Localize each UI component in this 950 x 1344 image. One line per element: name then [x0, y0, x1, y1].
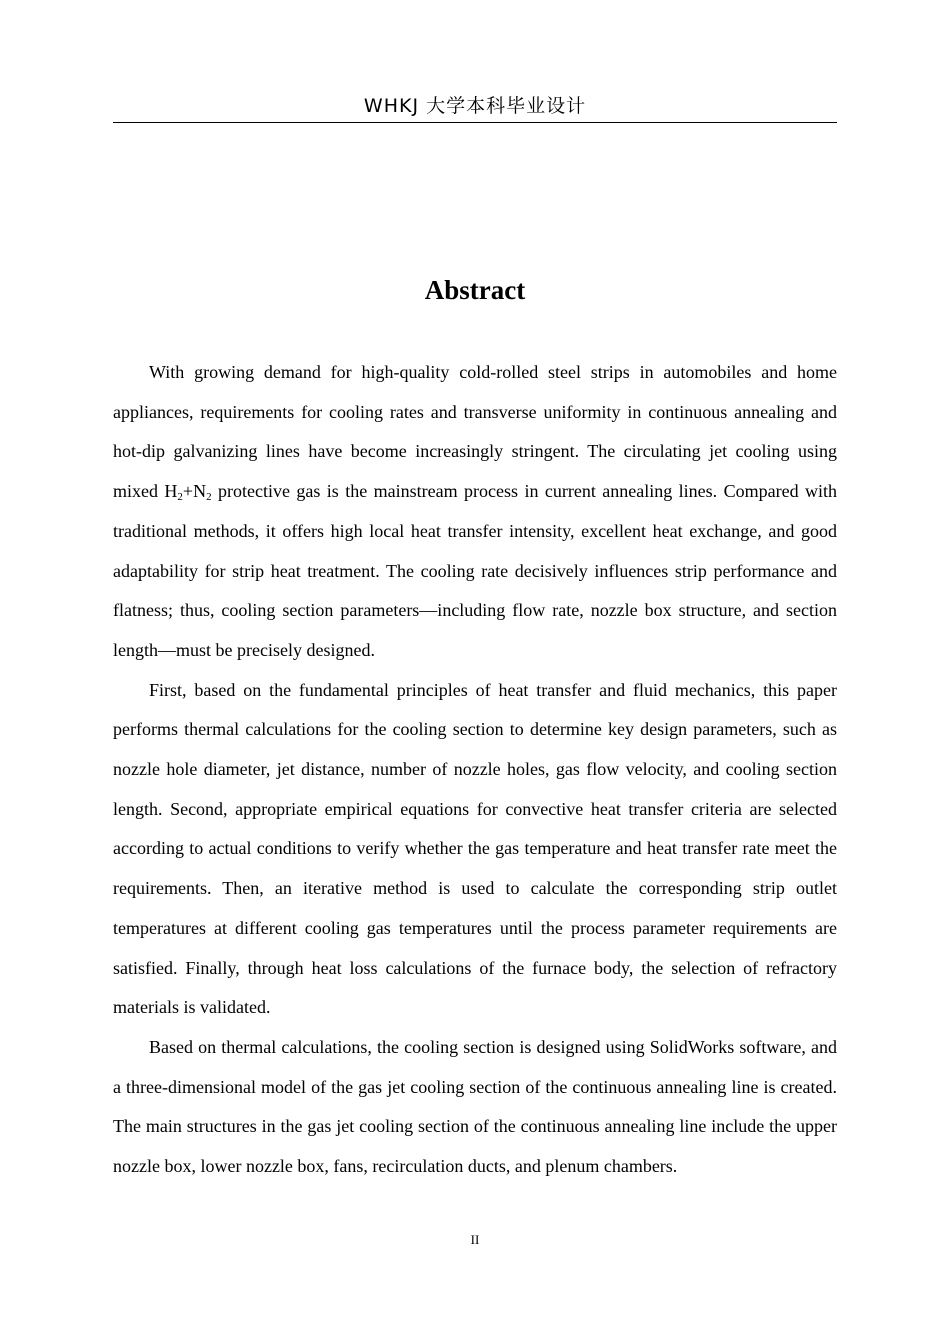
abstract-body	[113, 353, 837, 1187]
abstract-title: Abstract	[424, 275, 526, 305]
abstract-paragraph-2: First, based on the fundamental principles of heat transfer and fluid mechanics, this paper performs thermal calculations for the cooling section to determine key design parameters, such as nozzle hole diameter, jet distance, number of nozzle holes, gas flow velocity, and cooling section length. Second, appropriate empirical equations for convective heat transfer criteria are selected according to actual conditions to verify whether the gas temperature and heat transfer rate meet the requirements. Then, an iterative method is used to calculate the corresponding strip outlet temperatures at different cooling gas temperatures until the process parameter requirements are satisfied. Finally, through heat loss calculations of the furnace body, the selection of refractory materials is validated.	[113, 679, 837, 1018]
abstract-paragraph-1	[113, 353, 837, 671]
page-header	[113, 92, 837, 123]
subscript-n2: 2	[206, 491, 212, 504]
paragraph-1-text-end: protective gas is the mainstream process in current annealing lines. Compared with traditional methods, it offers high local heat transfer intensity, excellent heat exchange, and good adaptability for strip heat treatment. The cooling rate decisively influences strip performance and flatness; thus, cooling section parameters—including flow rate, nozzle box structure, and section length—must be precisely designed.	[113, 481, 837, 660]
subscript-h2: 2	[177, 491, 183, 504]
header-title: WHKJ 大学本科毕业设计	[363, 95, 587, 117]
abstract-paragraph-3: Based on thermal calculations, the cooling section is designed using SolidWorks software, and a three-dimensional model of the gas jet cooling section of the continuous annealing line is created. The main structures in the gas jet cooling section of the continuous annealing line include the upper nozzle box, lower nozzle box, fans, recirculation ducts, and plenum chambers.	[113, 1036, 837, 1177]
page-number: II	[470, 1232, 480, 1247]
paragraph-1-text-mid: +N	[182, 481, 207, 502]
page-footer	[0, 1231, 950, 1249]
paragraph-1-text-start: With growing demand for high-quality cold-rolled steel strips in automobiles and home appliances, requirements for cooling rates and transverse uniformity in continuous annealing and hot-dip galvanizing lines have become increasingly stringent. The circulating jet cooling using mixed H	[113, 362, 837, 502]
